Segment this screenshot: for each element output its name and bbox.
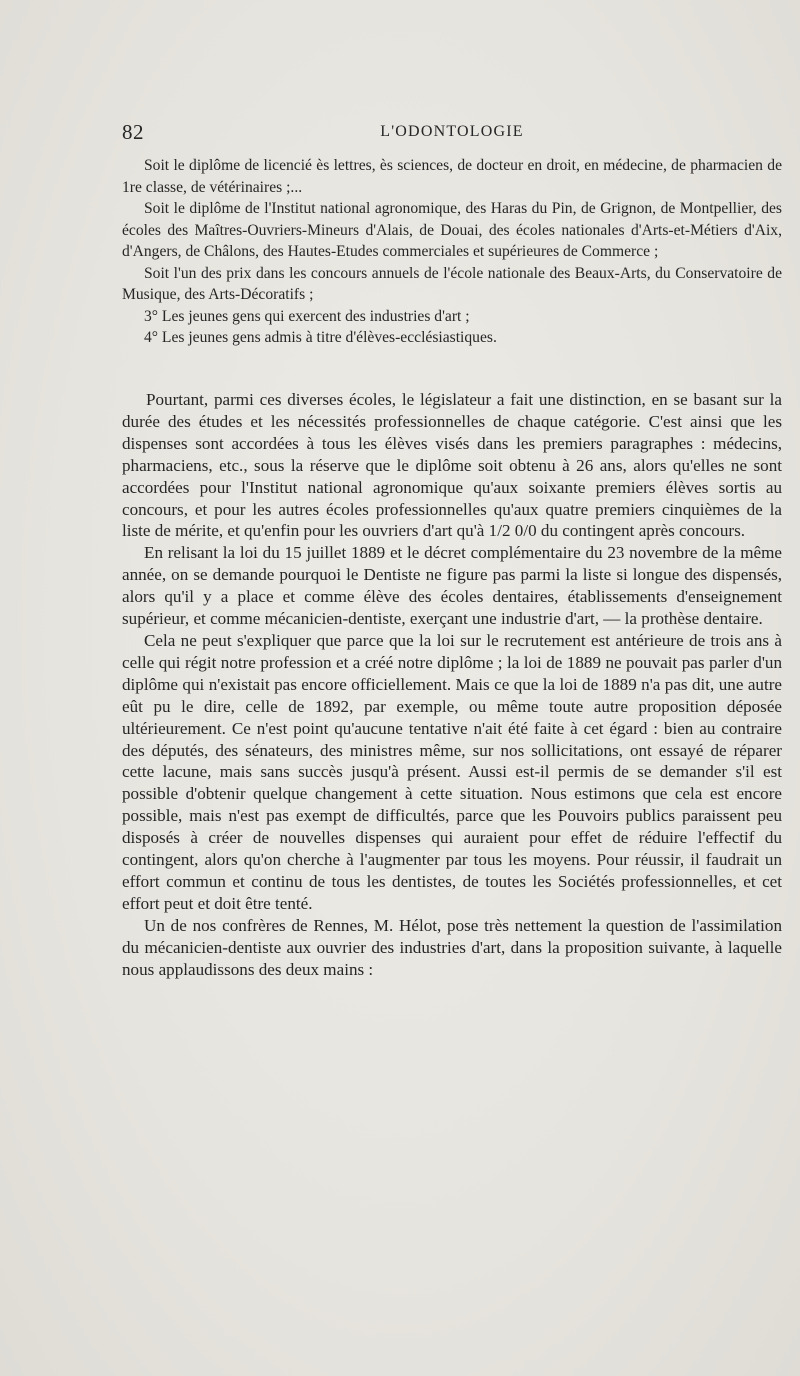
- list-item: Soit l'un des prix dans les concours annuels de l'école nationale des Beaux-Arts, du Conservatoire de Musique, des Arts-Décoratifs ;: [122, 264, 782, 303]
- page-header: [122, 120, 782, 144]
- paragraph: En relisant la loi du 15 juillet 1889 et le décret complémentaire du 23 novembre de la même année, on se demande pourquoi le Dentiste ne figure pas parmi la liste si longue des dispensés, alors qu'il y a place et comme élève des écoles dentaires, établissements d'enseignement supérieur, et comme mécanicien-dentiste, exerçant une industrie d'art, — la prothèse dentaire.: [122, 543, 782, 629]
- dispensation-list: [122, 155, 782, 349]
- paragraph: Un de nos confrères de Rennes, M. Hélot, pose très nettement la question de l'assimilation du mécanicien-dentiste aux ouvrier des industries d'art, dans la proposition suivante, à laquelle nous applaudissons des deux mains :: [122, 915, 782, 979]
- running-title: L'ODONTOLOGIE: [380, 123, 524, 140]
- list-item: Soit le diplôme de licencié ès lettres, ès sciences, de docteur en droit, en médecine, de pharmacien de 1re classe, de vétérinaires ;...: [122, 157, 782, 196]
- body-text: [122, 389, 782, 980]
- paragraph: Pourtant, parmi ces diverses écoles, le législateur a fait une distinction, en se basant sur la durée des études et les nécessités professionnelles de chaque catégorie. C'est ainsi que les dispenses sont accordées à tous les élèves visés dans les premiers paragraphes : médecins, pharmaciens, etc., sous la réserve que le diplôme soit obtenu à 26 ans, alors qu'elles ne sont accordées pour l'Institut national agronomique qu'aux soixante premiers élèves sortis au concours, et pour les autres écoles professionnelles qu'aux quatre premiers cinquièmes de la liste de mérite, et qu'enfin pour les ouvriers d'art qu'à 1/2 0/0 du contingent après concours.: [122, 390, 782, 541]
- page-number: 82: [122, 120, 144, 144]
- list-item: 3° Les jeunes gens qui exercent des industries d'art ;: [144, 307, 470, 325]
- list-item: 4° Les jeunes gens admis à titre d'élèves-ecclésiastiques.: [144, 329, 497, 346]
- list-item: Soit le diplôme de l'Institut national agronomique, des Haras du Pin, de Grignon, de Montpellier, des écoles des Maîtres-Ouvriers-Mineurs d'Alais, de Douai, des écoles nationales d'Arts-et-Métiers d'Aix, d'Angers, de Châlons, des Hautes-Etudes commerciales et supérieures de Commerce ;: [122, 200, 782, 260]
- paragraph: Cela ne peut s'expliquer que parce que la loi sur le recrutement est antérieure de trois ans à celle qui régit notre profession et a créé notre diplôme ; la loi de 1889 ne pouvait pas parler d'un diplôme qui n'existait pas encore officiellement. Mais ce que la loi de 1889 n'a pas dit, une autre eût pu le dire, celle de 1892, par exemple, ou même toute autre proposition déposée ultérieurement. Ce n'est point qu'aucune tentative n'ait été faite à cet égard : bien au contraire des députés, des sénateurs, des ministres même, sur nos sollicitations, ont essayé de réparer cette lacune, mais sans succès jusqu'à présent. Aussi est-il permis de se demander s'il est possible d'obtenir quelque changement à cette situation. Nous estimons que cela est encore possible, mais n'est pas exempt de difficultés, parce que les Pouvoirs publics paraissent peu disposés à créer de nouvelles dispenses qui auraient pour effet de réduire l'effectif du contingent, alors qu'on cherche à l'augmenter par tous les moyens. Pour réussir, il faudrait un effort commun et continu de tous les dentistes, de toutes les Sociétés professionnelles, et cet effort peut et doit être tenté.: [122, 630, 782, 913]
